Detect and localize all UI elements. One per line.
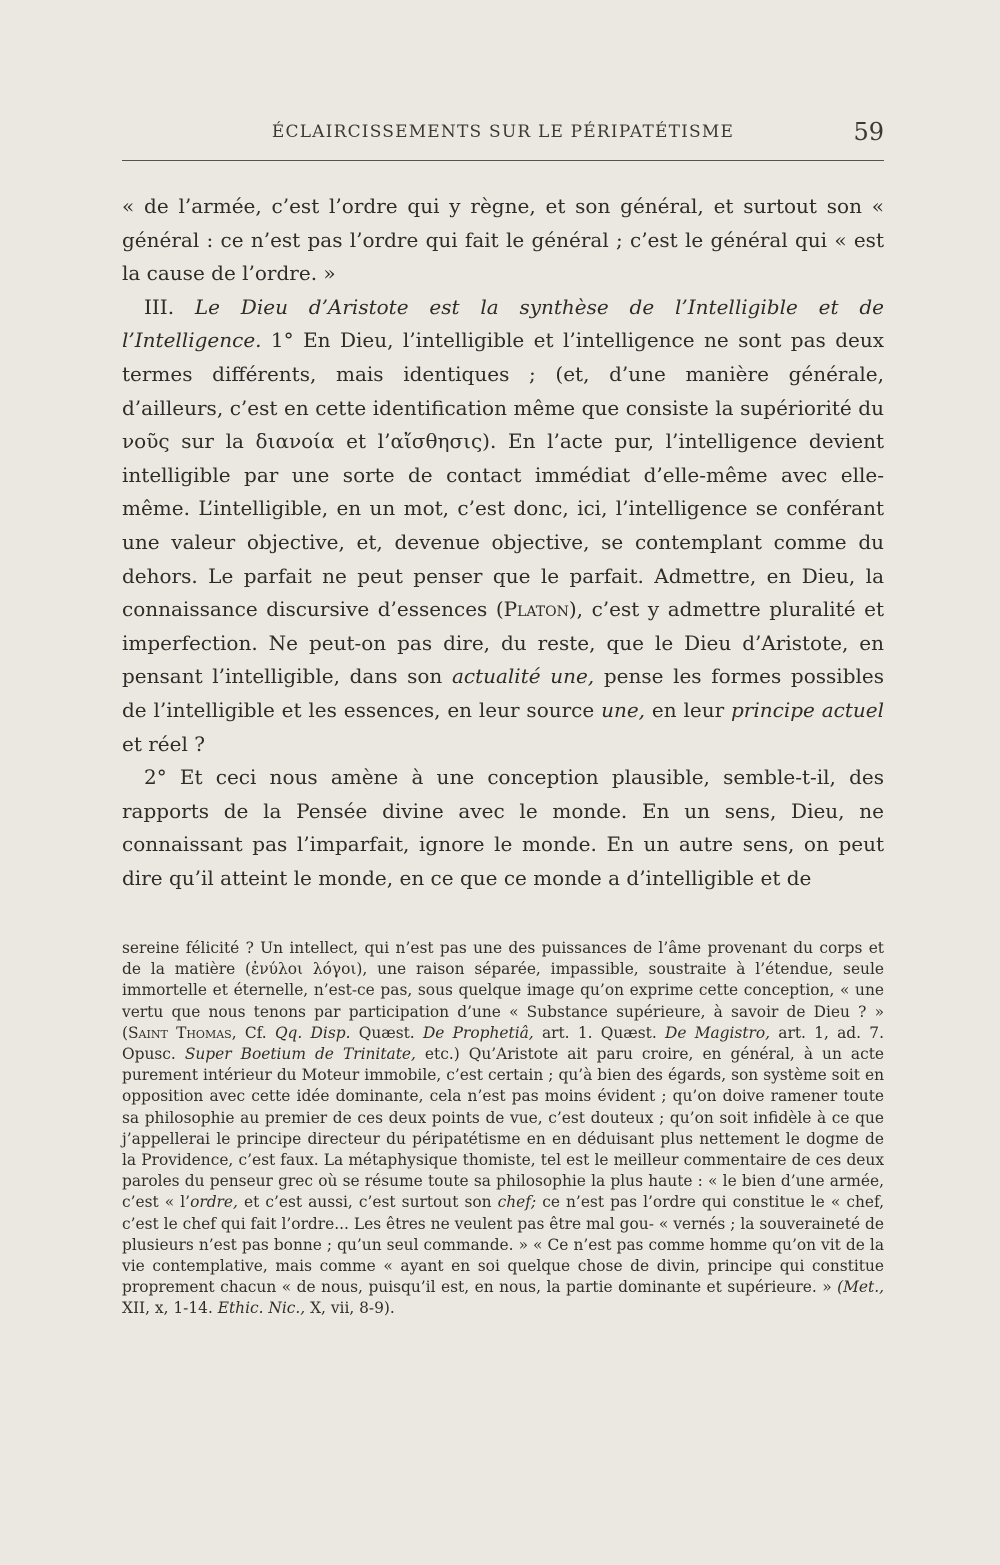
paragraph-3: 2° Et ceci nous amène à une conception plausible, semble-t-il, des rapports de la Pensée divine avec le monde. En un sens, Dieu, ne connaissant pas l’imparfait, ignore le monde. En un autre sens, on peut dire qu’il atteint le monde, en ce que ce monde a d’intelligible et de [122, 765, 884, 890]
de-magistro: De Magistro, [665, 1023, 771, 1042]
footnote [122, 938, 884, 1320]
footnote-part-d: art. 1. Quæst. [533, 1023, 666, 1042]
paragraph-1: « de l’armée, c’est l’ordre qui y règne, et son général, et surtout son « général : ce n’est pas l’ordre qui fait le général ; c’est le général qui « est la cause de l’ordre. » [122, 194, 884, 286]
paragraph-2-text-e: et réel ? [122, 731, 205, 756]
principe-actuel: principe actuel [731, 697, 885, 722]
main-text [122, 190, 884, 895]
footnote-text [122, 938, 884, 1320]
qq-disp: Qq. Disp. [274, 1023, 351, 1042]
paragraph-2-text-d: en leur [645, 697, 731, 722]
footnote-part-i: XII, x, 1-14. [122, 1299, 218, 1318]
saint-thomas-name: Saint Thomas [128, 1023, 232, 1042]
page-header [122, 120, 884, 150]
page-number: 59 [853, 118, 884, 146]
une-italic: une, [601, 697, 646, 722]
platon-name: Platon [503, 597, 569, 622]
running-title: ÉCLAIRCISSEMENTS SUR LE PÉRIPATÉTISME [271, 122, 735, 142]
de-prophetia: De Prophetiâ, [422, 1023, 534, 1042]
paragraph-2-text-c: pense les formes possibles de l’intelligible et les essences, en leur source [122, 664, 884, 722]
header-rule [122, 160, 884, 161]
footnote-part-a: sereine félicité ? Un intellect, qui n’est pas une des puissances de l’âme provenant du corps et de la matière (ἐνύλοι λόγοι), une raison séparée, impassible, soustraite à l’étendue, seule immortelle et éternelle, n’est-ce pas, sous quelque image qu’on exprime cette conception, « une vertu que nous tenons par participation d’une « Substance supérieure, à savoir de Dieu ? » ( [122, 939, 884, 1042]
chef-italic: chef; [497, 1193, 537, 1212]
footnote-part-e: art. 1, ad. 7. Opusc. [122, 1023, 884, 1064]
footnote-part-b: , Cf. [231, 1023, 275, 1042]
section-number: III. [144, 294, 195, 319]
actualite-une: actualité une, [451, 664, 595, 689]
paragraph-2-text-b: ), c’est y admettre pluralité et imperfection. Ne peut-on pas dire, du reste, que le Dieu d’Aristote, en pensant l’intelligible, dans son [122, 597, 884, 689]
footnote-part-f: etc.) Qu’Aristote ait paru croire, en général, à un acte purement intérieur du Moteur immobile, c’est certain ; qu’à bien des égards, son système soit en opposition avec cette idée dominante, cela n’est pas moins évident ; qu’on doive ramener toute sa philosophie au premier de ces deux points de vue, c’est douteux ; qu’on soit infidèle à ce que j’appellerai le principe directeur du péripatétisme en en déduisant plus nettement le dogme de la Providence, c’est faux. La métaphysique thomiste, tel est le meilleur commentaire de ces deux paroles du penseur grec où se résume toute sa philosophie la plus haute : « le bien d’une armée, c’est « l’ [122, 1045, 885, 1212]
footnote-part-c: Quæst. [350, 1023, 423, 1042]
ethic-citation: Ethic. Nic., [217, 1299, 306, 1318]
super-boetium: Super Boetium de Trinitate, [184, 1045, 416, 1064]
footnote-part-j: X, vii, 8-9). [305, 1299, 395, 1318]
paragraph-2-text-a: 1° En Dieu, l’intelligible et l’intelligence ne sont pas deux termes différents, mais identiques ; (et, d’une manière générale, d’ailleurs, c’est en cette identification même que consiste la supériorité du νοῦς sur la διανοία et l’αἴσθησις). En l’acte pur, l’intelligence devient intelligible par une sorte de contact immédiat d’elle-même avec elle-même. L’intelligible, en un mot, c’est donc, ici, l’intelligence se conférant une valeur objective, et, devenue objective, se contemplant comme du dehors. Le parfait ne peut penser que le parfait. Admettre, en Dieu, la connaissance discursive d’essences ( [122, 328, 884, 622]
footnote-part-h: ce n’est pas l’ordre qui constitue le « chef, c’est le chef qui fait l’ordre... Les êtres ne veulent pas être mal gou- « vernés ; la souveraineté de plusieurs n’est pas bonne ; qu’un seul commande. » « Ce n’est pas comme homme qu’on vit de la vie contemplative, mais comme « ayant en soi quelque chose de divin, principe qui constitue proprement chacun « de nous, puisqu’il est, en nous, la partie dominante et supérieure. » [122, 1193, 884, 1297]
section-title: Le Dieu d’Aristote est la synthèse de l’Intelligible et de l’Intelligence. [122, 294, 884, 353]
ordre-italic: ordre, [190, 1193, 238, 1212]
paragraph-2 [122, 291, 884, 761]
footnote-part-g: et c’est aussi, c’est surtout son [237, 1193, 498, 1212]
met-citation: (Met., [837, 1278, 884, 1297]
